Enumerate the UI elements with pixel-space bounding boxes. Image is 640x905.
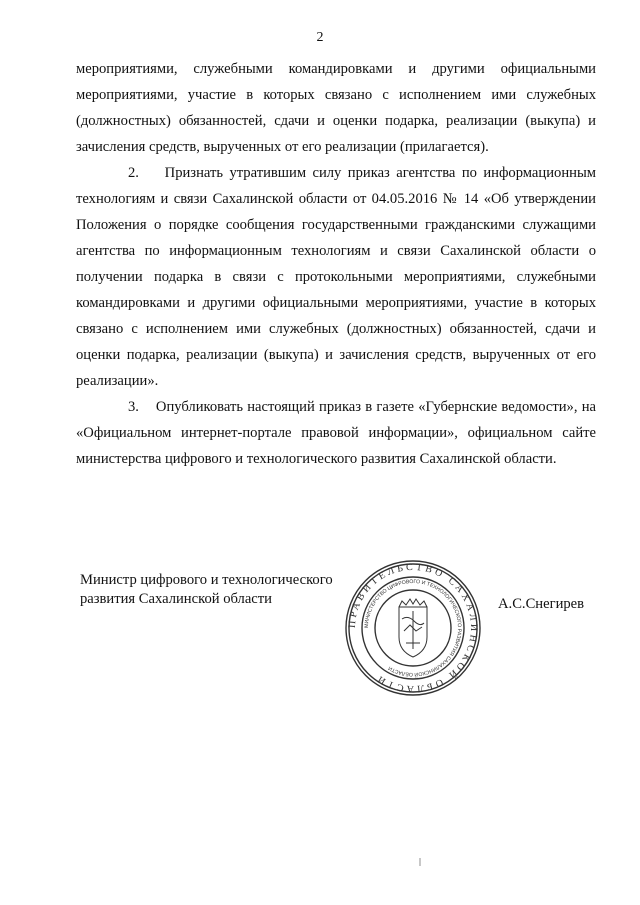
seal-outer-text: ПРАВИТЕЛЬСТВО САХАЛИНСКОЙ ОБЛАСТИ xyxy=(346,561,480,695)
paragraph-3: 3. Опубликовать настоящий приказ в газете «Губернские ведомости», на «Официальном интернет-портале правовой информации», официальном сайте министерства цифрового и технологического развития Сахалинской области. xyxy=(76,399,596,467)
paragraph-2: 2. Признать утратившим силу приказ агентства по информационным технологиям и связи Сахалинской области от 04.05.2016 № 14 «Об утверждении Положения о порядке сообщения государственными гражданскими служащими агентства по информационным технологиям и связи Сахалинской области о получении подарка в связи с протокольными мероприятиями, служебными командировками и другими официальными мероприятиями, участие в которых связано с исполнением ими служебных (должностных) обязанностей, сдачи и оценки подарка, реализации (выкупа) и зачисления средств, вырученных от его реализации». xyxy=(76,165,596,389)
signatory-position-line-2: развития Сахалинской области xyxy=(80,591,272,607)
document-body xyxy=(76,56,596,472)
stray-mark-icon xyxy=(419,858,421,866)
signatory-name: А.С.Снегирев xyxy=(498,596,585,612)
official-seal xyxy=(344,559,482,697)
seal-graphic xyxy=(344,559,482,697)
seal-inner-text: МИНИСТЕРСТВО ЦИФРОВОГО И ТЕХНОЛОГИЧЕСКОГО РАЗВИТИЯ САХАЛИНСКОЙ ОБЛАСТИ xyxy=(363,578,463,678)
paragraph-1: мероприятиями, служебными командировками и другими официальными мероприятиями, участие в которых связано с исполнением ими служебных (должностных) обязанностей, сдачи и оценки подарка, реализации (выкупа) и зачисления средств, вырученных от его реализации (прилагается). xyxy=(76,61,596,155)
signatory-position-line-1: Министр цифрового и технологического xyxy=(80,572,333,588)
coat-of-arms-emblem xyxy=(399,599,427,657)
page-number: 2 xyxy=(316,30,324,45)
signatory-position xyxy=(80,571,333,609)
